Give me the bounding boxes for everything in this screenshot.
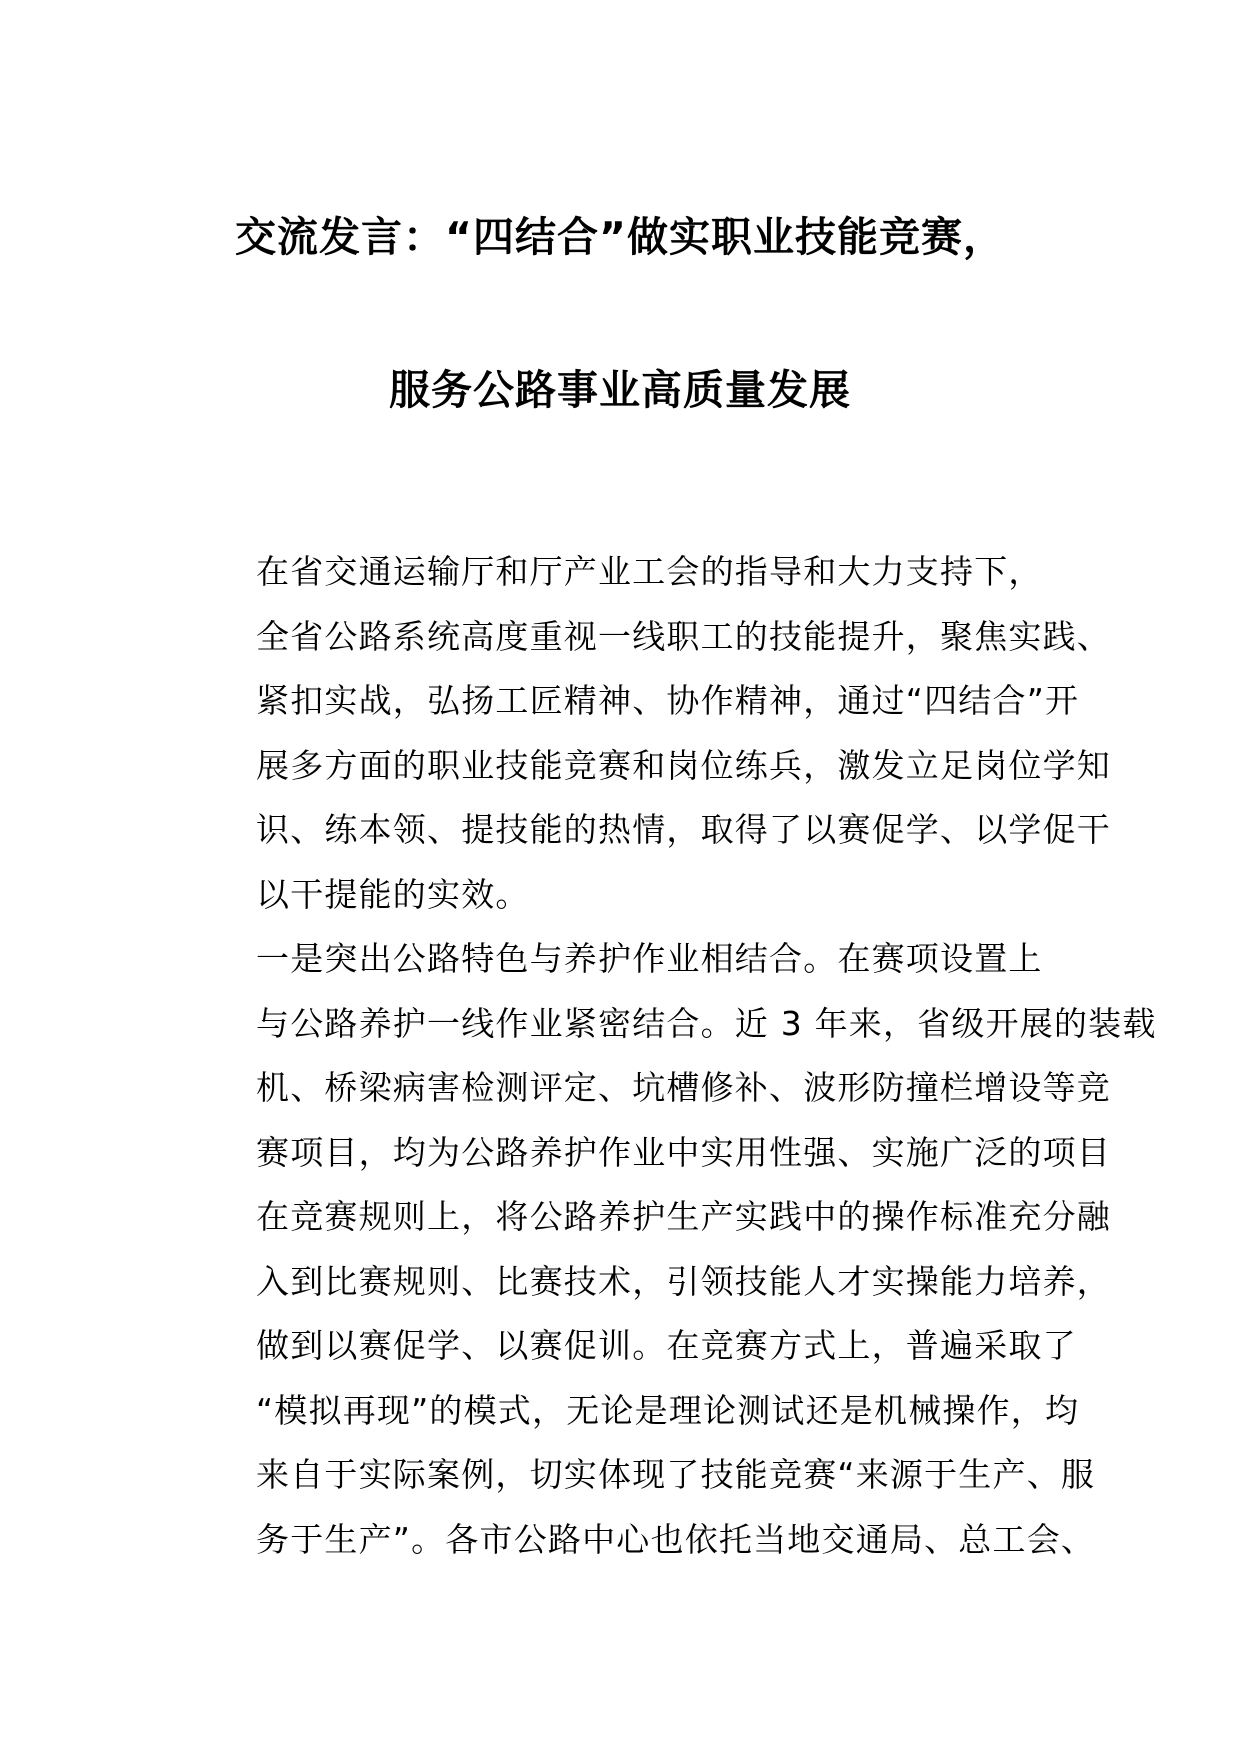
paragraph-line: 务于生产”。各市公路中心也依托当地交通局、总工会、 [256,1519,1096,1559]
paragraph-line: 做到以赛促学、以赛促训。在竞赛方式上，普遍采取了 [256,1326,1077,1365]
paragraph-line: 在省交通运输厅和厅产业工会的指导和大力支持下， [256,552,1043,591]
paragraph-line: 紧扣实战，弘扬工匠精神、协作精神，通过“四结合”开 [256,681,1080,720]
document-title-line-1: 交流发言：“四结合”做实职业技能竞赛， [235,213,1005,261]
document-body [186,540,1157,1572]
paragraph-line: 以干提能的实效。 [256,874,530,914]
paragraph-line: 展多方面的职业技能竞赛和岗位练兵，激发立足岗位学知 [256,745,1111,785]
paragraph-line: 入到比赛规则、比赛技术，引领技能人才实操能力培养， [256,1261,1111,1301]
paragraph-line: 识、练本领、提技能的热情，取得了以赛促学、以学促干 [256,810,1111,849]
paragraph-line: 来自于实际案例，切实体现了技能竞赛“来源于生产、服 [256,1455,1096,1494]
paragraph-point-one [186,927,1157,1572]
paragraph-line: 一是突出公路特色与养护作业相结合。在赛项设置上 [256,939,1043,978]
document-title-line-2: 服务公路事业高质量发展 [389,366,851,414]
paragraph-line: 全省公路系统高度重视一线职工的技能提升，聚焦实践、 [256,616,1111,656]
paragraph-line: 机、桥梁病害检测评定、坑槽修补、波形防撞栏增设等竞 [256,1068,1111,1107]
paragraph-line: 在竞赛规则上，将公路养护生产实践中的操作标准充分融 [256,1197,1111,1236]
paragraph-line: 赛项目，均为公路养护作业中实用性强、实施广泛的项目 [256,1132,1111,1172]
paragraph-line: 与公路养护一线作业紧密结合。近 3 年来，省级开展的装载 [256,1003,1157,1043]
paragraph-line: “模拟再现”的模式，无论是理论测试还是机械操作，均 [256,1390,1080,1430]
paragraph-intro [186,540,1111,927]
